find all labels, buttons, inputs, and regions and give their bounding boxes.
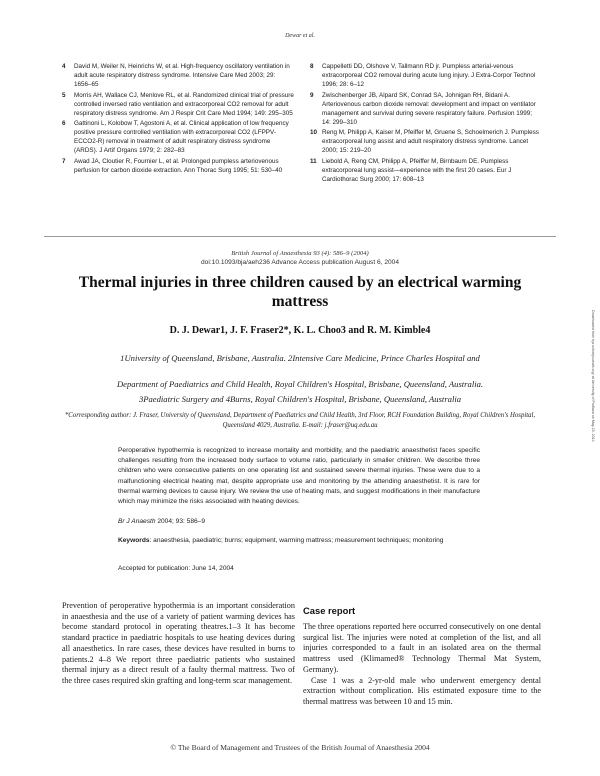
reference-number: 10 [310, 129, 318, 136]
reference-text: Liebold A, Reng CM, Philipp A, Pfeiffer M, Birnbaum DE. Pumpless extracorporeal lung assist—experience with the first 20 cases. Eur J Cardiothorac Surg 2000; 17: 608–13 [322, 157, 512, 183]
reference-number: 6 [62, 120, 66, 127]
intro-paragraph: Prevention of peroperative hypothermia is an important consideration in anaesthesia and the use of a variety of patient warming devices has become standard protocol in operating theatres.1–3 It has become standard practice in paediatric hospitals to use heating devices during all anaesthetics. In rare cases, these devices have resulted in burns to patients.2 4–8 We report three paediatric patients who sustained thermal injury as a direct result of a faulty thermal mattress. Two of the three cases required skin grafting and long-term scar management. [62, 601, 295, 685]
reference-text: David M, Weiler N, Heinrichs W, et al. High-frequency oscillatory ventilation in adult acute respiratory distress syndrome. Intensive Care Med 2003; 29: 1656–65 [74, 63, 290, 88]
section-divider [44, 236, 556, 237]
download-watermark: Downloaded from bja.oxfordjournals.org/ at University of Portland on May 23, 2014 [591, 310, 595, 442]
reference-item [62, 91, 294, 118]
short-citation [118, 518, 205, 525]
corresponding-author: *Corresponding author: J. Fraser, University of Queensland, Department of Paediatrics and Child Health, 3rd Floor, RCH Foundation Building, Royal Children's Hospital, Queensland 4029, Australia. E-mail: j.fraser@uq.edu.au [64, 412, 536, 429]
running-head: Dewar et al. [285, 33, 315, 39]
reference-number: 4 [62, 63, 66, 70]
reference-item [310, 128, 542, 155]
body-right-column [303, 622, 541, 708]
reference-number: 8 [310, 63, 314, 70]
journal-citation-line: British Journal of Anaesthesia 93 (4): 586–9 (2004) [231, 250, 369, 257]
author-list: D. J. Dewar1, J. F. Fraser2*, K. L. Choo3 and R. M. Kimble4 [169, 325, 431, 336]
reference-text: Zwischenberger JB, Alpard SK, Conrad SA, Johnigan RH, Bidani A. Arteriovenous carbon dioxide removal: development and impact on ventilator management and survival during severe respiratory failure. Perfusion 1999; 14: 299–310 [322, 91, 536, 126]
reference-number: 9 [310, 91, 314, 99]
reference-text: Morris AH, Wallace CJ, Menlove RL, et al. Randomized clinical trial of pressure controlled inversed ratio ventilation and extracorporeal CO2 removal for adult respiratory distress syndrome. Am J Respir Crit Care Med 1994; 149: 295–305 [74, 91, 294, 117]
abstract: Peroperative hypothermia is recognized to increase mortality and morbidity, and the paediatric anaesthetist faces specific challenges resulting from the increased body surface to volume ratio, particularly in smaller children. We describe three children who were consecutive patients on one operating list and sustained severe thermal injuries. These were due to a malfunctioning electrical heating mat, despite appropriate use and monitoring by the attending anaesthetist. It is rare for thermal warming devices to cause injury. We review the use of heating mats, and suggest modifications in their manufacture which may minimize the risks associated with heating devices. [118, 447, 480, 506]
affiliation-line-1: 1University of Queensland, Brisbane, Australia. 2Intensive Care Medicine, Prince Charles Hospital and [120, 353, 480, 363]
accepted-date: Accepted for publication: June 14, 2004 [118, 565, 234, 572]
reference-number: 5 [62, 91, 66, 99]
citation-details: 2004; 93: 586–9 [155, 518, 206, 525]
article-title: Thermal injuries in three children caused by an electrical warming mattress [78, 274, 522, 310]
keywords [118, 536, 480, 546]
doi-line: doi:10.1093/bja/aeh236 Advance Access publication August 6, 2004 [201, 259, 399, 266]
reference-item [62, 119, 294, 155]
keywords-text: : anaesthesia, paediatric; burns; equipment, warming mattress; measurement techniques; monitoring [149, 537, 444, 544]
reference-item [310, 157, 542, 184]
affiliation-line-2: Department of Paediatrics and Child Health, Royal Children's Hospital, Brisbane, Queensland, Australia. [116, 379, 484, 389]
reference-text: Awad JA, Cloutier R, Fournier L, et al. Prolonged pumpless arteriovenous perfusion for carbon dioxide extraction. Ann Thorac Surg 1995; 51: 530–40 [74, 157, 283, 174]
reference-item [62, 62, 294, 89]
references-right-column [310, 62, 542, 185]
citation-journal: Br J Anaesth [118, 518, 156, 525]
references-left-column [62, 62, 294, 176]
reference-number: 11 [310, 157, 317, 165]
body-left-column [62, 601, 295, 687]
section-heading-case-report: Case report [303, 605, 356, 616]
reference-item [310, 91, 542, 127]
keywords-label: Keywords [118, 537, 150, 544]
reference-item [62, 157, 294, 175]
affiliation-line-3: 3Paediatric Surgery and 4Burns, Royal Children's Hospital, Brisbane, Queensland, Australia [138, 394, 462, 404]
reference-text: Cappelletti DD, Olshove V, Tallmann RD jr. Pumpless arterial-venous extracorporeal CO2 removal during acute lung injury. J Extra-Corpor Technol 1996; 28: 6–12 [322, 63, 536, 88]
reference-item [310, 62, 542, 89]
copyright-footer: © The Board of Management and Trustees of the British Journal of Anaesthesia 2004 [170, 743, 430, 752]
reference-text: Gattinoni L, Kolobow T, Agostoni A, et al. Clinical application of low frequency positive pressure controlled ventilation with extracorporeal CO2 (LFPPV-ECCO2-R) removal in treatment of adult respiratory distress syndrome (ARDS). J Artif Organs 1979; 2: 282–83 [74, 120, 289, 154]
case-paragraph-2: Case 1 was a 2-yr-old male who underwent emergency dental extraction without complication. His estimated exposure time to the thermal mattress was between 10 and 15 min. [303, 675, 541, 706]
reference-text: Reng M, Philipp A, Kaiser M, Pfeiffer M, Gruene S, Schoelmerich J. Pumpless extracorporeal lung assist and adult respiratory distress syndrome. Lancet 2000; 15: 219–20 [322, 129, 539, 154]
reference-number: 7 [62, 157, 66, 165]
case-paragraph-1: The three operations reported here occurred consecutively on one dental surgical list. The injuries were noted at completion of the list, and all injuries corresponded to a fault in an isolated area on the thermal mattress used (Klimamed® Technology Thermal Mat System, Germany). [303, 622, 541, 674]
